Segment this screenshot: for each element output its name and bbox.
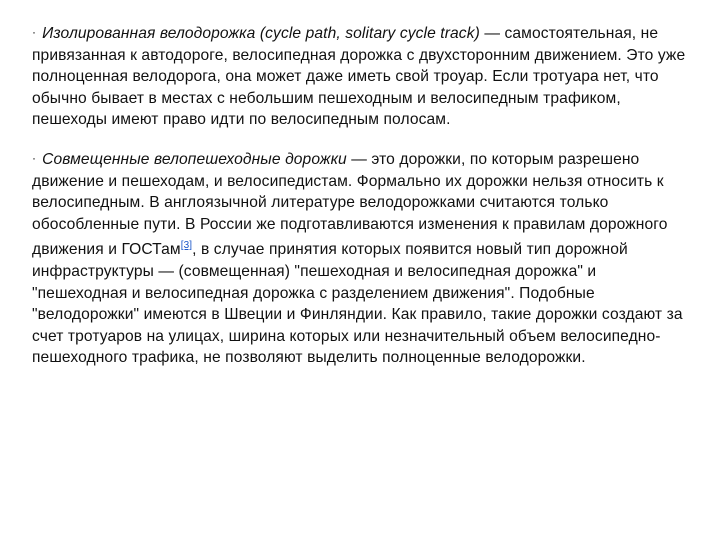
- bullet-icon: ·: [32, 25, 37, 39]
- paragraph-text-before-ref: — это дорожки, по которым разрешено движение и пешеходам, и велосипедистам. Формально их дорожки нельзя относить к велосипедным. В англоязычной литературе велодорожками считаются только обособленные пути. В России же подготавливаются изменения к правилам дорожного движения и ГОСТам: [32, 150, 668, 259]
- text-block: [32, 22, 692, 386]
- paragraph-text-after-ref: , в случае принятия которых появится новый тип дорожной инфраструктуры — (совмещенная) "пешеходная и велосипедная дорожка" и "пешеходная и велосипедная дорожка с разделением движения". Подобные "велодорожки" имеются в Швеции и Финляндии. Как правило, такие дорожки создают за счет тротуаров на улицах, ширина которых или незначительный объем велосипедно-пешеходного трафика, не позволяют выделить полноценные велодорожки.: [32, 241, 683, 367]
- paragraph-text: — самостоятельная, не привязанная к автодороге, велосипедная дорожка с двухсторонним движением. Это уже полноценная велодорога, она может даже иметь свой троуар. Если тротуара нет, что обычно бывает в местах с небольшим пешеходным и велосипедным трафиком, пешеходы имеют право идти по велосипедным полосам.: [32, 25, 686, 129]
- term-shared-path: Совмещенные велопешеходные дорожки: [42, 150, 347, 168]
- paragraph-shared-path: [32, 148, 692, 369]
- term-isolated-cycle-path: Изолированная велодорожка: [42, 25, 256, 42]
- term-english: (cycle path, solitary cycle track): [259, 25, 480, 42]
- bullet-icon: ·: [32, 150, 37, 165]
- reference-link[interactable]: [3]: [180, 240, 193, 252]
- paragraph-isolated-cycle-path: [32, 22, 692, 131]
